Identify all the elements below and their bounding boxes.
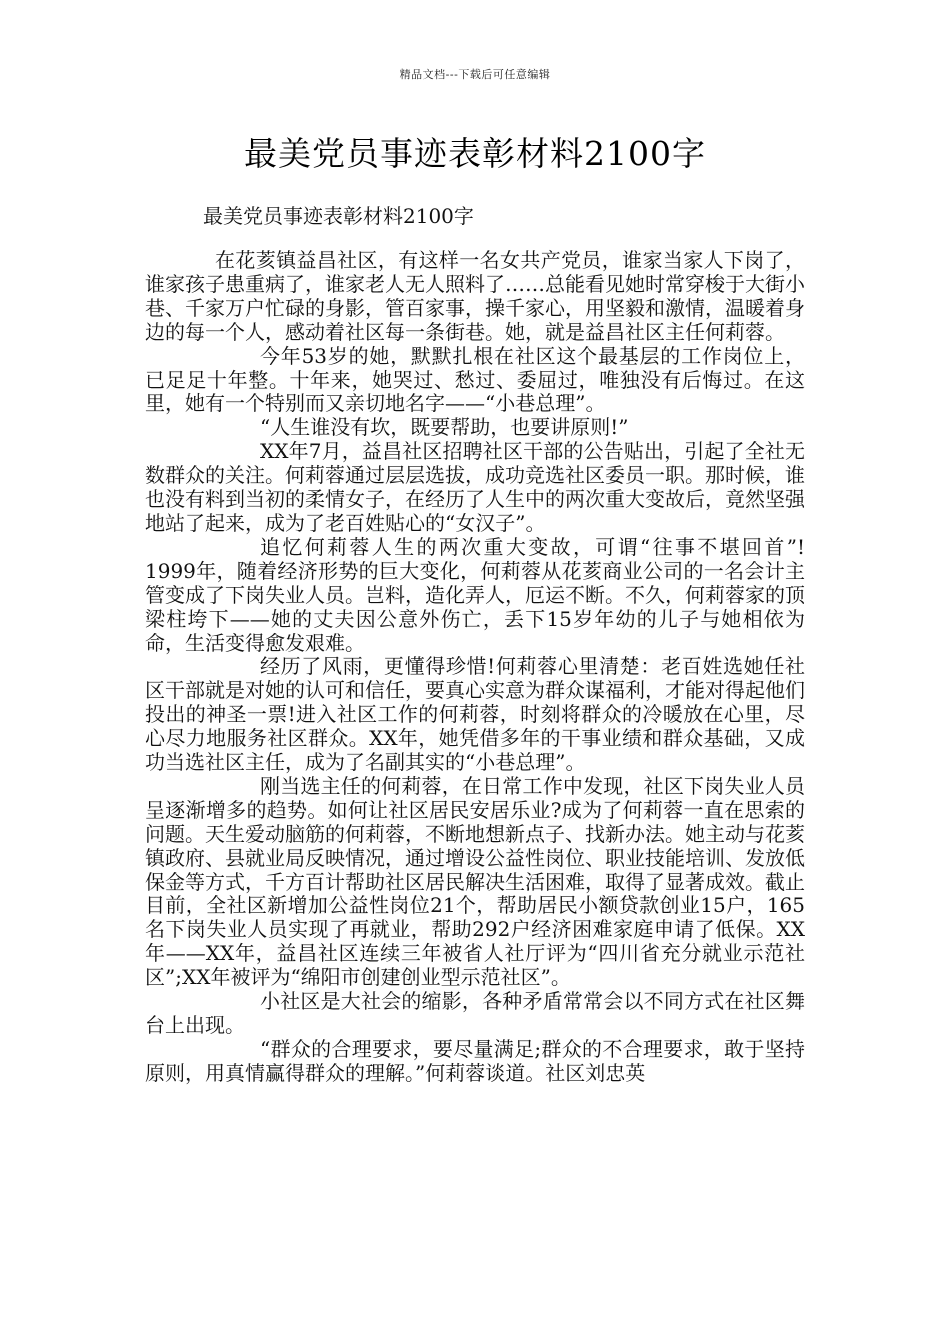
paragraph: 在花荄镇益昌社区，有这样一名女共产党员，谁家当家人下岗了，谁家孩子患重病了，谁家老人无人照料了……总能看见她时常穿梭于大街小巷、千家万户忙碌的身影，管百家事，操千家心，用坚毅和激情，温暖着身边的每一个人，感动着社区每一条街巷。她，就是益昌社区主任何莉蓉。	[145, 248, 805, 344]
paragraph-quote: “人生谁没有坎，既要帮助，也要讲原则!”	[260, 415, 629, 440]
paragraph: 小社区是大社会的缩影，各种矛盾常常会以不同方式在社区舞台上出现。	[145, 989, 805, 1037]
paragraph: “群众的合理要求，要尽量满足;群众的不合理要求，敢于坚持原则，用真情赢得群众的理解。”何莉蓉谈道。社区刘忠英	[145, 1036, 805, 1085]
page-header-note: 精品文档---下载后可任意编辑	[399, 68, 551, 81]
document-body	[145, 249, 805, 1086]
document-subtitle: 最美党员事迹表彰材料2100字	[203, 204, 474, 228]
document-title: 最美党员事迹表彰材料2100字	[244, 134, 706, 173]
paragraph: 刚当选主任的何莉蓉，在日常工作中发现，社区下岗失业人员呈逐渐增多的趋势。如何让社区居民安居乐业?成为了何莉蓉一直在思索的问题。天生爱动脑筋的何莉蓉，不断地想新点子、找新办法。她主动与花荄镇政府、县就业局反映情况，通过增设公益性岗位、职业技能培训、发放低保金等方式，千方百计帮助社区居民解决生活困难，取得了显著成效。截止目前，全社区新增加公益性岗位21个，帮助居民小额贷款创业15户，165名下岗失业人员实现了再就业，帮助292户经济困难家庭申请了低保。XX年——XX年，益昌社区连续三年被省人社厅评为“四川省充分就业示范社区”;XX年被评为“绵阳市创建创业型示范社区”。	[145, 773, 805, 990]
paragraph: 今年53岁的她，默默扎根在社区这个最基层的工作岗位上，已足足十年整。十年来，她哭过、愁过、委屈过，唯独没有后悔过。在这里，她有一个特别而又亲切地名字——“小巷总理”。	[145, 343, 805, 416]
paragraph: 经历了风雨，更懂得珍惜!何莉蓉心里清楚：老百姓选她任社区干部就是对她的认可和信任，要真心实意为群众谋福利，才能对得起他们投出的神圣一票!进入社区工作的何莉蓉，时刻将群众的冷暖放在心里，尽心尽力地服务社区群众。XX年，她凭借多年的干事业绩和群众基础，又成功当选社区主任，成为了名副其实的“小巷总理”。	[145, 654, 805, 775]
paragraph: 追忆何莉蓉人生的两次重大变故，可谓“往事不堪回首”! 1999年，随着经济形势的巨大变化，何莉蓉从花荄商业公司的一名会计主管变成了下岗失业人员。岂料，造化弄人，厄运不断。不久，何莉蓉家的顶梁柱垮下——她的丈夫因公意外伤亡，丢下15岁年幼的儿子与她相依为命，生活变得愈发艰难。	[145, 534, 805, 655]
paragraph: XX年7月，益昌社区招聘社区干部的公告贴出，引起了全社无数群众的关注。何莉蓉通过层层选拔，成功竞选社区委员一职。那时候，谁也没有料到当初的柔情女子，在经历了人生中的两次重大变故后，竟然坚强地站了起来，成为了老百姓贴心的“女汉子”。	[145, 439, 805, 535]
